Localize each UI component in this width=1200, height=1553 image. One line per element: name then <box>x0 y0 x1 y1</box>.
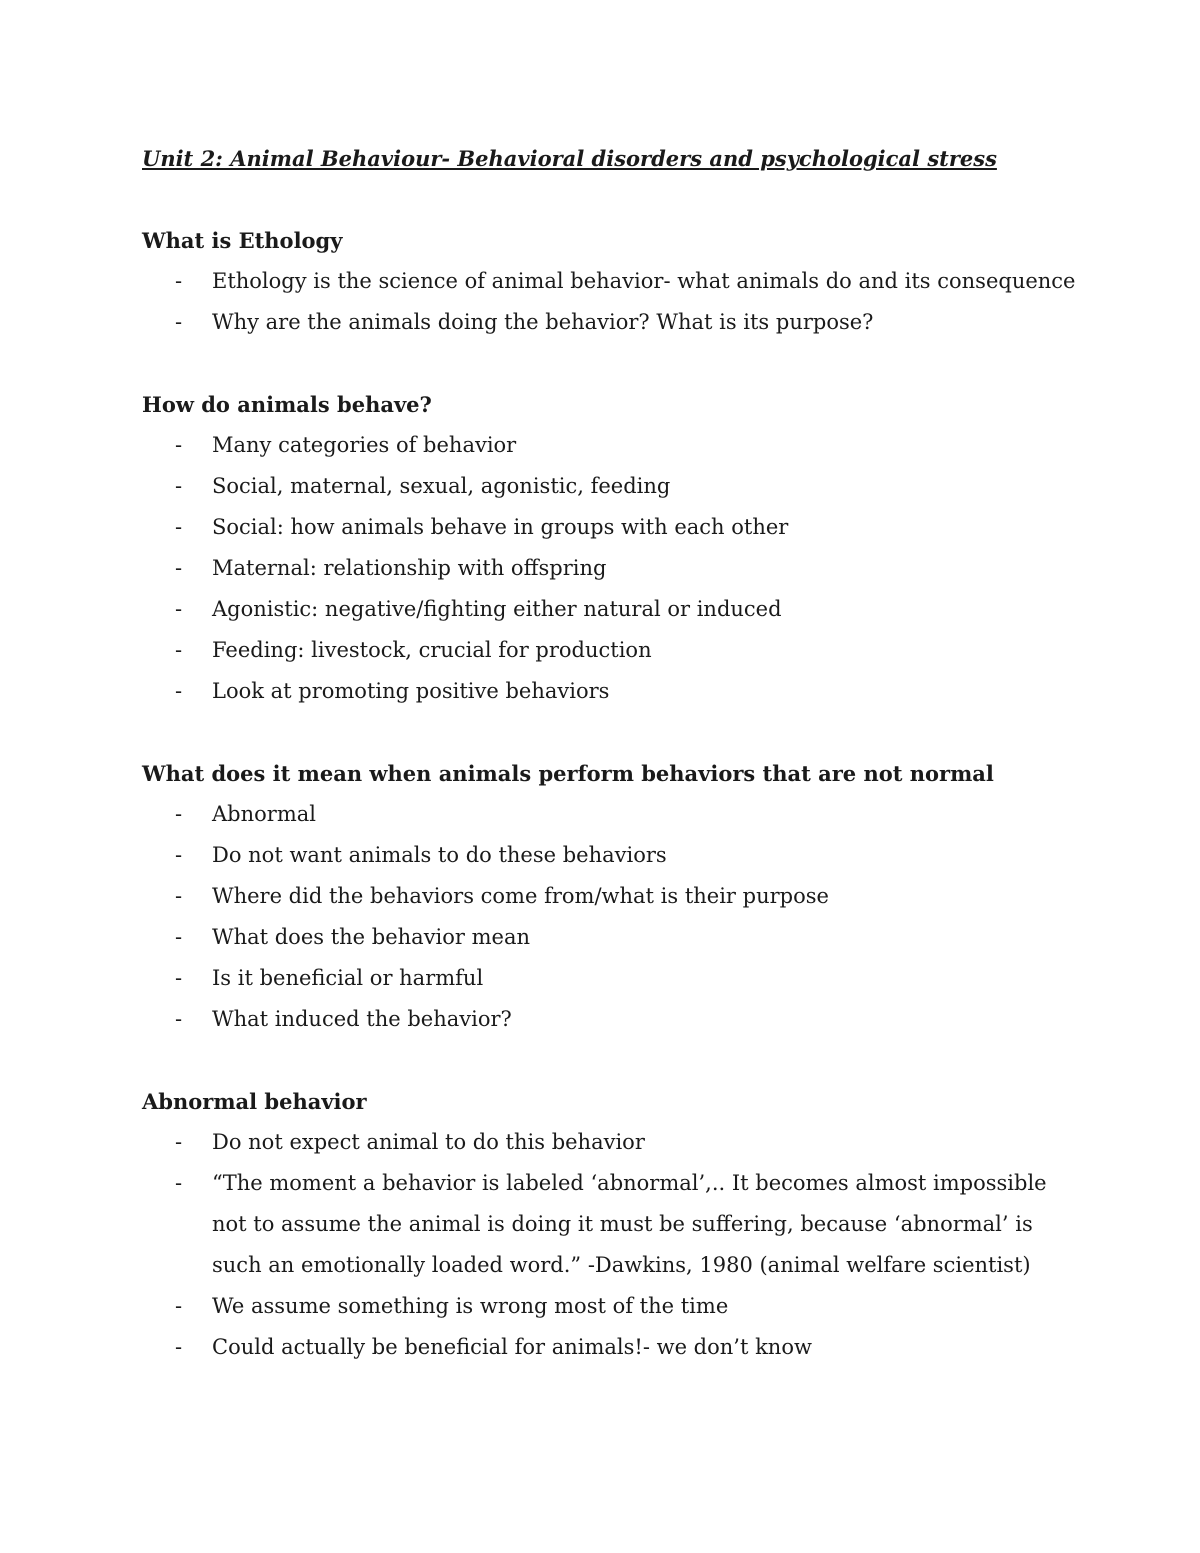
list-item-text: Do not expect animal to do this behavior <box>212 1130 645 1154</box>
list-item-text: Abnormal <box>212 802 316 826</box>
list-item-text: Agonistic: negative/fighting either natural or induced <box>212 597 782 621</box>
bullet-dash: - <box>175 1007 183 1031</box>
bullet-dash: - <box>175 433 183 457</box>
list-item <box>142 261 1082 302</box>
list-item <box>142 548 1082 589</box>
quote-text: “The moment a behavior is labeled ‘abnormal’,.. It becomes almost impossible not to assume the animal is doing it must be suffering, because ‘abnormal’ is such an emotionally loaded word.” -Dawkins, 1980 (animal welfare scientist) <box>212 1171 1047 1277</box>
bullet-dash: - <box>175 884 183 908</box>
list-item-text: Many categories of behavior <box>212 433 517 457</box>
bullet-dash: - <box>175 802 183 826</box>
list-item <box>142 1327 1082 1368</box>
bullet-dash: - <box>175 966 183 990</box>
section-heading: Abnormal behavior <box>142 1089 367 1114</box>
list-item-text: Could actually be beneficial for animals!- we don’t know <box>212 1335 812 1359</box>
section-heading: What is Ethology <box>142 228 343 253</box>
bullet-list <box>142 425 1082 712</box>
bullet-dash: - <box>175 515 183 539</box>
bullet-dash: - <box>175 1335 183 1359</box>
section-what-is-ethology <box>142 220 1082 343</box>
list-item-text: What induced the behavior? <box>212 1007 512 1031</box>
list-item-text: We assume something is wrong most of the time <box>212 1294 729 1318</box>
bullet-dash: - <box>175 1171 183 1195</box>
list-item-text: Why are the animals doing the behavior? What is its purpose? <box>212 310 874 334</box>
list-item <box>142 589 1082 630</box>
list-item-text: Is it beneficial or harmful <box>212 966 484 990</box>
list-item-text: Where did the behaviors come from/what is their purpose <box>212 884 829 908</box>
bullet-dash: - <box>175 1294 183 1318</box>
list-item-text: Social, maternal, sexual, agonistic, feeding <box>212 474 671 498</box>
bullet-dash: - <box>175 474 183 498</box>
list-item-text: Ethology is the science of animal behavior- what animals do and its consequence <box>212 269 1076 293</box>
bullet-list <box>142 1122 1082 1368</box>
list-item <box>142 507 1082 548</box>
list-item <box>142 999 1082 1040</box>
bullet-dash: - <box>175 679 183 703</box>
bullet-dash: - <box>175 556 183 580</box>
list-item-text: Maternal: relationship with offspring <box>212 556 607 580</box>
bullet-dash: - <box>175 1130 183 1154</box>
list-item <box>142 425 1082 466</box>
list-item <box>142 794 1082 835</box>
list-item <box>142 1286 1082 1327</box>
bullet-dash: - <box>175 925 183 949</box>
bullet-list <box>142 794 1082 1040</box>
bullet-dash: - <box>175 310 183 334</box>
document-title: Unit 2: Animal Behaviour- Behavioral disorders and psychological stress <box>142 146 997 171</box>
list-item <box>142 630 1082 671</box>
section-how-do-animals-behave <box>142 384 1082 712</box>
list-item <box>142 1163 1082 1286</box>
bullet-dash: - <box>175 843 183 867</box>
bullet-dash: - <box>175 269 183 293</box>
list-item <box>142 1122 1082 1163</box>
bullet-list <box>142 261 1082 343</box>
list-item-text: What does the behavior mean <box>212 925 531 949</box>
list-item <box>142 917 1082 958</box>
list-item-text: Do not want animals to do these behaviors <box>212 843 667 867</box>
list-item-text: Look at promoting positive behaviors <box>212 679 610 703</box>
list-item <box>142 876 1082 917</box>
document-page <box>142 138 1082 1368</box>
list-item-text: Feeding: livestock, crucial for production <box>212 638 652 662</box>
section-heading: What does it mean when animals perform behaviors that are not normal <box>142 761 994 786</box>
section-not-normal-behaviors <box>142 753 1082 1040</box>
list-item <box>142 671 1082 712</box>
bullet-dash: - <box>175 597 183 621</box>
section-heading: How do animals behave? <box>142 392 432 417</box>
list-item <box>142 302 1082 343</box>
list-item-text: Social: how animals behave in groups with each other <box>212 515 789 539</box>
list-item <box>142 958 1082 999</box>
section-abnormal-behavior <box>142 1081 1082 1368</box>
list-item <box>142 466 1082 507</box>
bullet-dash: - <box>175 638 183 662</box>
list-item <box>142 835 1082 876</box>
